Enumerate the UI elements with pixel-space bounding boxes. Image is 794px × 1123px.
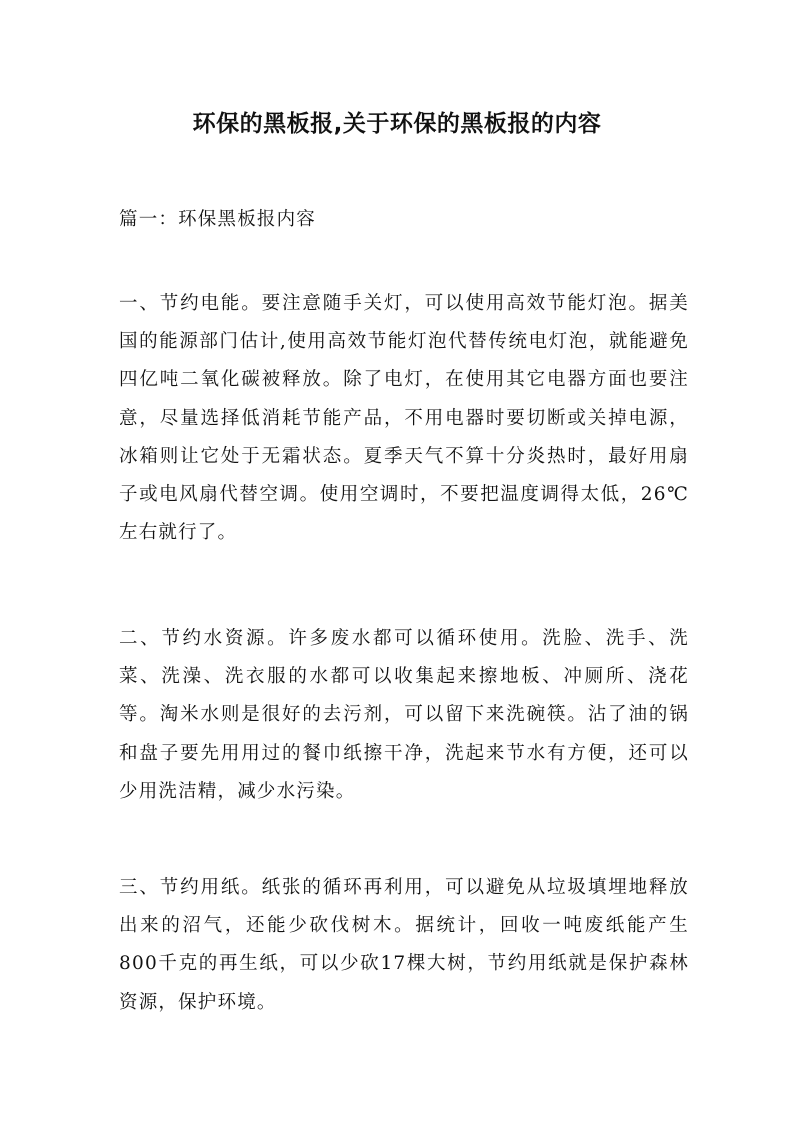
- section-heading: 篇一：环保黑板报内容: [119, 209, 317, 230]
- paragraph-energy: 一、节约电能。要注意随手关灯，可以使用高效节能灯泡。据美国的能源部门估计,使用高效节能灯泡代替传统电灯泡，就能避免四亿吨二氧化碳被释放。除了电灯，在使用其它电器方面也要注意，尽量选择低消耗节能产品，不用电器时要切断或关掉电源，冰箱则让它处于无霜状态。夏季天气不算十分炎热时，最好用扇子或电风扇代替空调。使用空调时，不要把温度调得太低，26℃左右就行了。: [119, 293, 689, 544]
- paragraph-paper: 三、节约用纸。纸张的循环再利用，可以避免从垃圾填埋地释放出来的沼气，还能少砍伐树木。据统计，回收一吨废纸能产生800千克的再生纸，可以少砍17棵大树，节约用纸就是保护森林资源，保护环境。: [119, 877, 689, 1013]
- document-title: 环保的黑板报,关于环保的黑板报的内容: [192, 111, 602, 137]
- paragraph-water: 二、节约水资源。许多废水都可以循环使用。洗脸、洗手、洗菜、洗澡、洗衣服的水都可以收集起来擦地板、冲厕所、浇花等。淘米水则是很好的去污剂，可以留下来洗碗筷。沾了油的锅和盘子要先用用过的餐巾纸擦干净，洗起来节水有方便，还可以少用洗洁精，减少水污染。: [119, 628, 689, 802]
